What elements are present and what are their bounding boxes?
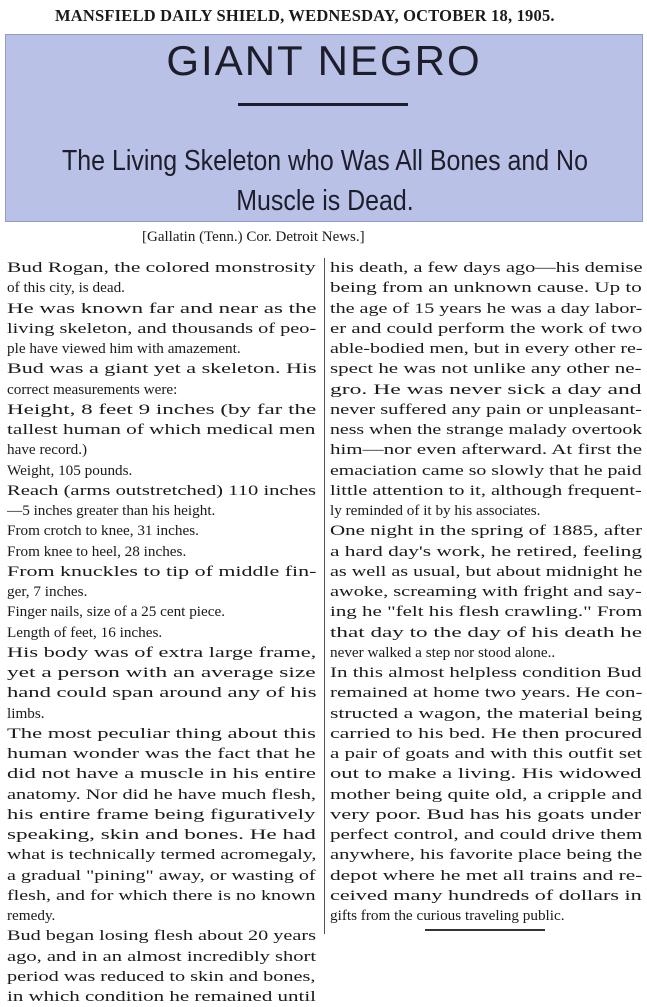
article-text-line: mother being quite old, a cripple and — [330, 785, 642, 803]
left-column — [7, 258, 316, 1007]
article-text-line: living skeleton, and thousands of peo- — [7, 319, 317, 337]
article-text-line: structed a wagon, the material being — [330, 704, 643, 722]
article-text-line: From knuckles to tip of middle fin- — [7, 562, 317, 580]
article-text-line: anatomy. Nor did he have much flesh, — [7, 785, 316, 803]
article-text-line: carried to his bed. He then procured — [330, 724, 643, 742]
article-text-line: ceived many hundreds of dollars in — [330, 886, 642, 904]
article-text-line: depot where he met all trains and re- — [330, 866, 643, 884]
article-text-line: spect he was not unlike any other ne- — [330, 360, 642, 378]
article-text-line: as well as usual, but about midnight he — [330, 562, 643, 580]
masthead: MANSFIELD DAILY SHIELD, WEDNESDAY, OCTOBER 18, 1905. — [55, 6, 555, 25]
article-text-line: emaciation came so slowly that he paid — [330, 461, 642, 479]
article-text-line: being from an unknown cause. Up to — [330, 279, 642, 297]
article-text-line: him—nor even afterward. At first the — [330, 441, 643, 459]
article-text-line: From knee to heel, 28 inches. — [7, 542, 187, 560]
article-text-line: yet a person with an average size — [7, 664, 316, 681]
article-text-line: awoke, screaming with fright and say- — [330, 583, 642, 600]
article-text-line: period was reduced to skin and bones, — [7, 967, 316, 985]
article-text-line: —5 inches greater than his height. — [7, 502, 216, 519]
article-text-line: Bud Rogan, the colored monstrosity — [7, 259, 316, 276]
article-text-line: One night in the spring of 1885, after — [330, 522, 643, 540]
article-text-line: very poor. Bud has his goats under — [330, 805, 642, 823]
article-text-line: his death, a few days ago—his demise — [330, 259, 643, 276]
article-text-line: tallest human of which medical men — [7, 421, 316, 438]
article-text-line: The most peculiar thing about this — [7, 724, 316, 742]
byline-credit: [Gallatin (Tenn.) Cor. Detroit News.] — [142, 229, 365, 245]
article-text-line: ger, 7 inches. — [7, 583, 88, 600]
article-text-line: er and could perform the work of two — [330, 319, 643, 337]
article-text-line: Finger nails, size of a 25 cent piece. — [7, 603, 226, 621]
article-text-line: speaking, skin and bones. He had — [7, 826, 316, 843]
article-text-line: His body was of extra large frame, — [7, 643, 317, 661]
article-text-line: limbs. — [7, 704, 45, 722]
article-text-line: remained at home two years. He con- — [330, 684, 643, 702]
article-text-line: Bud began losing flesh about 20 years — [7, 927, 317, 945]
article-text-line: correct measurements were: — [7, 380, 178, 398]
article-text-line: able-bodied men, but in every other re- — [330, 340, 643, 357]
article-text-line: Weight, 105 pounds. — [7, 461, 133, 479]
headline-block — [5, 34, 643, 222]
article-text-line: From crotch to knee, 31 inches. — [7, 522, 199, 540]
article-text-line: ly reminded of it by his associates. — [330, 502, 541, 519]
article-text-line: out to make a living. His widowed — [330, 765, 642, 783]
article-end-rule — [330, 926, 642, 934]
article-text-line: did not have a muscle in his entire — [7, 765, 316, 783]
article-text-line: that day to the day of his death he — [330, 623, 642, 641]
article-text-line: gro. He was never sick a day and — [330, 380, 642, 398]
subhead-line: Muscle is Dead. — [236, 185, 414, 217]
article-text-line: his entire frame being figuratively — [7, 805, 316, 823]
article-text-line: have record.) — [7, 441, 88, 459]
article-text-line: In this almost helpless condition Bud — [330, 664, 642, 681]
article-text-line: of this city, is dead. — [7, 279, 125, 297]
article-text-line: little attention to it, although frequent- — [330, 481, 642, 499]
headline: GIANT NEGRO — [166, 37, 482, 84]
article-text-line: a gradual "pining" away, or wasting of — [7, 866, 316, 884]
article-text-line: Height, 8 feet 9 inches (by far the — [7, 400, 317, 418]
article-text-line: never suffered any pain or unpleasant- — [330, 400, 642, 418]
article-text-line: the age of 15 years he was a day labor- — [330, 299, 643, 317]
article-text-line: never walked a step nor stood alone.. — [330, 643, 556, 661]
article-text-line: anywhere, his favorite place being the — [330, 846, 643, 864]
article-text-line: gifts from the curious traveling public. — [330, 907, 565, 924]
article-text-line: Bud was a giant yet a skeleton. His — [7, 360, 317, 378]
subhead — [59, 141, 590, 221]
article-text-line: remedy. — [7, 907, 56, 924]
headline-rule — [238, 103, 408, 106]
article-text-line: hand could span around any of his — [7, 684, 317, 702]
right-column — [330, 258, 642, 934]
article-text-line: a pair of goats and with this outfit set — [330, 745, 643, 762]
article-text-line: Reach (arms outstretched) 110 inches — [7, 481, 317, 499]
article-text-line: Length of feet, 16 inches. — [7, 623, 163, 641]
article-text-line: ing he "felt his flesh crawling." From — [330, 603, 643, 621]
article-text-line: ness when the strange malady overtook — [330, 421, 643, 438]
article-text-line: human wonder was the fact that he — [7, 745, 316, 762]
article-text-line: ple have viewed him with amazement. — [7, 340, 241, 357]
article-text-line: ago, and in an almost incredibly short — [7, 947, 317, 965]
article-text-line: in which condition he remained until — [7, 988, 316, 1005]
article-text-line: flesh, and for which there is no known — [7, 886, 316, 904]
article-text-line: a hard day's work, he retired, feeling — [330, 542, 643, 560]
article-text-line: He was known far and near as the — [7, 299, 317, 317]
article-text-line: what is technically termed acromegaly, — [7, 846, 317, 864]
subhead-line: The Living Skeleton who Was All Bones and No — [62, 145, 588, 177]
article-text-line: perfect control, and could drive them — [330, 826, 643, 843]
